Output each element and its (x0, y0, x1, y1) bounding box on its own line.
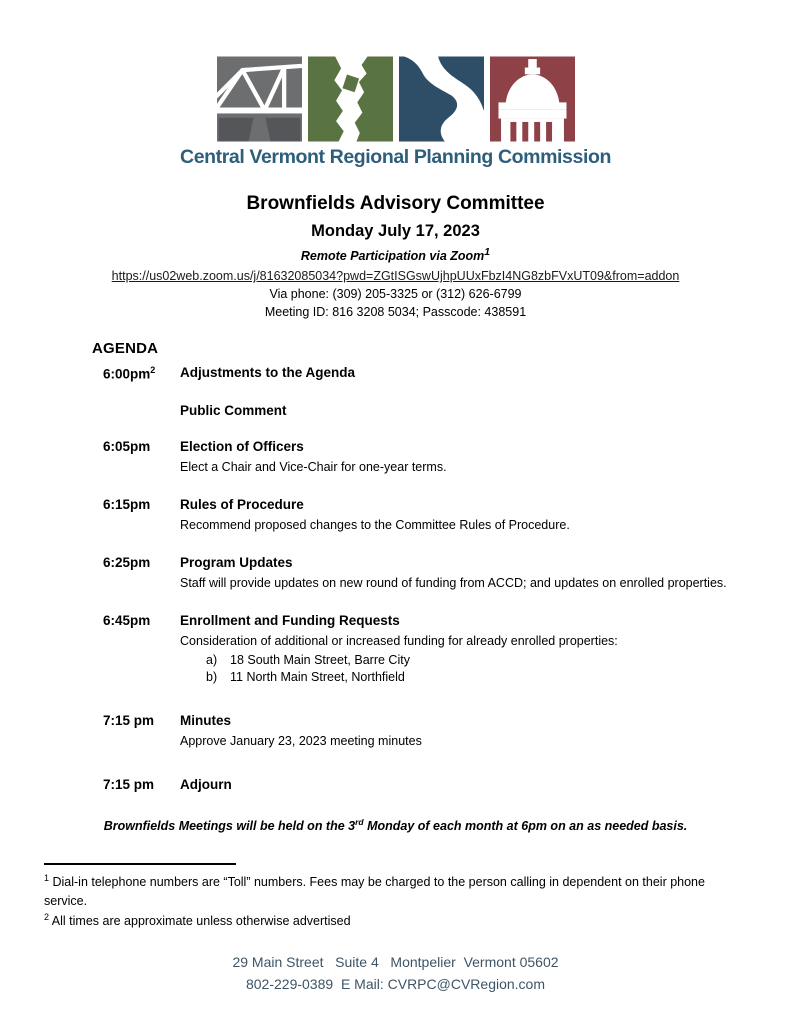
agenda-item-description: Consideration of additional or increased funding for already enrolled properties: (180, 634, 618, 649)
agenda-item-title: Adjustments to the Agenda (180, 365, 356, 381)
agenda-list (103, 365, 738, 792)
agenda-item (103, 555, 738, 592)
agenda-item-body (180, 555, 738, 592)
logo-tiles (0, 56, 791, 142)
agenda-item-body (180, 403, 738, 418)
sub-item-text: 11 North Main Street, Northfield (230, 670, 405, 685)
agenda-item (103, 613, 738, 684)
page-footer (0, 951, 791, 996)
remote-participation-line: Remote Participation via Zoom$^1$ (300, 247, 491, 264)
agenda-item-time: 7:15 pm (103, 713, 155, 729)
agenda-item (103, 777, 738, 792)
agenda-item-body (180, 613, 738, 684)
agenda-item (103, 713, 738, 750)
agenda-item-time: 6:25pm (103, 554, 151, 570)
agenda-item-description: Recommend proposed changes to the Committee Rules of Procedure. (180, 517, 570, 532)
agenda-heading: AGENDA (92, 340, 159, 358)
agenda-item (103, 439, 738, 476)
agenda-item-title: Program Updates (180, 554, 293, 570)
agenda-item (103, 365, 738, 382)
agenda-item-description: Staff will provide updates on new round of funding from ACCD; and updates on enrolled properties. (180, 575, 727, 590)
agenda-item-time: 6:15pm (103, 496, 151, 512)
sub-item-label: a) (206, 653, 218, 668)
agenda-item-body (180, 777, 738, 792)
agenda-item-body (180, 365, 738, 382)
footnote: $^1$ Dial-in telephone numbers are “Toll” numbers. Fees may be charged to the person calling in dependent on their phone service. (44, 873, 705, 909)
footer-contact: 802-229-0389 E Mail: CVRPC@CVRegion.com (245, 976, 545, 993)
agenda-item (103, 497, 738, 534)
bridge-icon (217, 56, 302, 142)
agenda-item-title: Enrollment and Funding Requests (180, 613, 400, 629)
footnote-block (44, 863, 747, 931)
agenda-item-title: Public Comment (180, 402, 287, 418)
footer-address: 29 Main Street Suite 4 Montpelier Vermont 05602 (232, 954, 559, 970)
zoom-meeting-link[interactable]: https://us02web.zoom.us/j/81632085034?pwd=ZGtISGswUjhpUUxFbzI4NG8zbFVxUT09&from=addon (111, 269, 680, 284)
agenda-item-time (103, 403, 180, 418)
agenda-sub-item (180, 653, 738, 667)
meeting-id-line: Meeting ID: 816 3208 5034; Passcode: 438591 (264, 305, 527, 320)
agenda-item-time: 6:45pm (103, 613, 151, 629)
agenda-item-description: Approve January 23, 2023 meeting minutes (180, 734, 422, 749)
agenda-item-title: Rules of Procedure (180, 496, 304, 512)
meeting-date: Monday July 17, 2023 (311, 222, 480, 240)
capitol-dome-icon (490, 56, 575, 142)
river-icon (399, 56, 484, 142)
sub-item-text: 18 South Main Street, Barre City (230, 653, 410, 668)
cvrpc-logo (0, 0, 791, 169)
footnote: $^2$ All times are approximate unless otherwise advertised (44, 912, 351, 929)
agenda-item-time: $6:00pm^2$ (103, 365, 156, 382)
agenda-item-title: Election of Officers (180, 438, 304, 454)
footnotes (44, 872, 747, 931)
footnote-ref-1: 1 (484, 247, 491, 258)
logo-wordmark: Central Vermont Regional Planning Commission (180, 146, 611, 168)
agenda-item-time: 7:15 pm (103, 777, 155, 793)
phone-line: Via phone: (309) 205-3325 or (312) 626-6799 (269, 287, 522, 302)
agenda-item-title: Adjourn (180, 777, 232, 793)
agenda-item-body (180, 497, 738, 534)
vermont-state-icon (308, 56, 393, 142)
agenda-item-body (180, 439, 738, 476)
agenda-item-title: Minutes (180, 713, 232, 729)
agenda-item-time: 6:05pm (103, 438, 151, 454)
footnote-divider (44, 863, 236, 865)
document-title: Brownfields Advisory Committee (246, 193, 545, 214)
agenda-item (103, 403, 738, 418)
recurrence-note: Brownfields Meetings will be held on the 3rd Monday of each month at 6pm on an as needed basis. (103, 817, 688, 834)
zoom-link-row (0, 269, 791, 283)
agenda-item-body (180, 713, 738, 750)
agenda-item-description: Elect a Chair and Vice-Chair for one-year terms. (180, 459, 447, 474)
agenda-sub-item (180, 670, 738, 684)
sub-item-label: b) (206, 670, 218, 685)
